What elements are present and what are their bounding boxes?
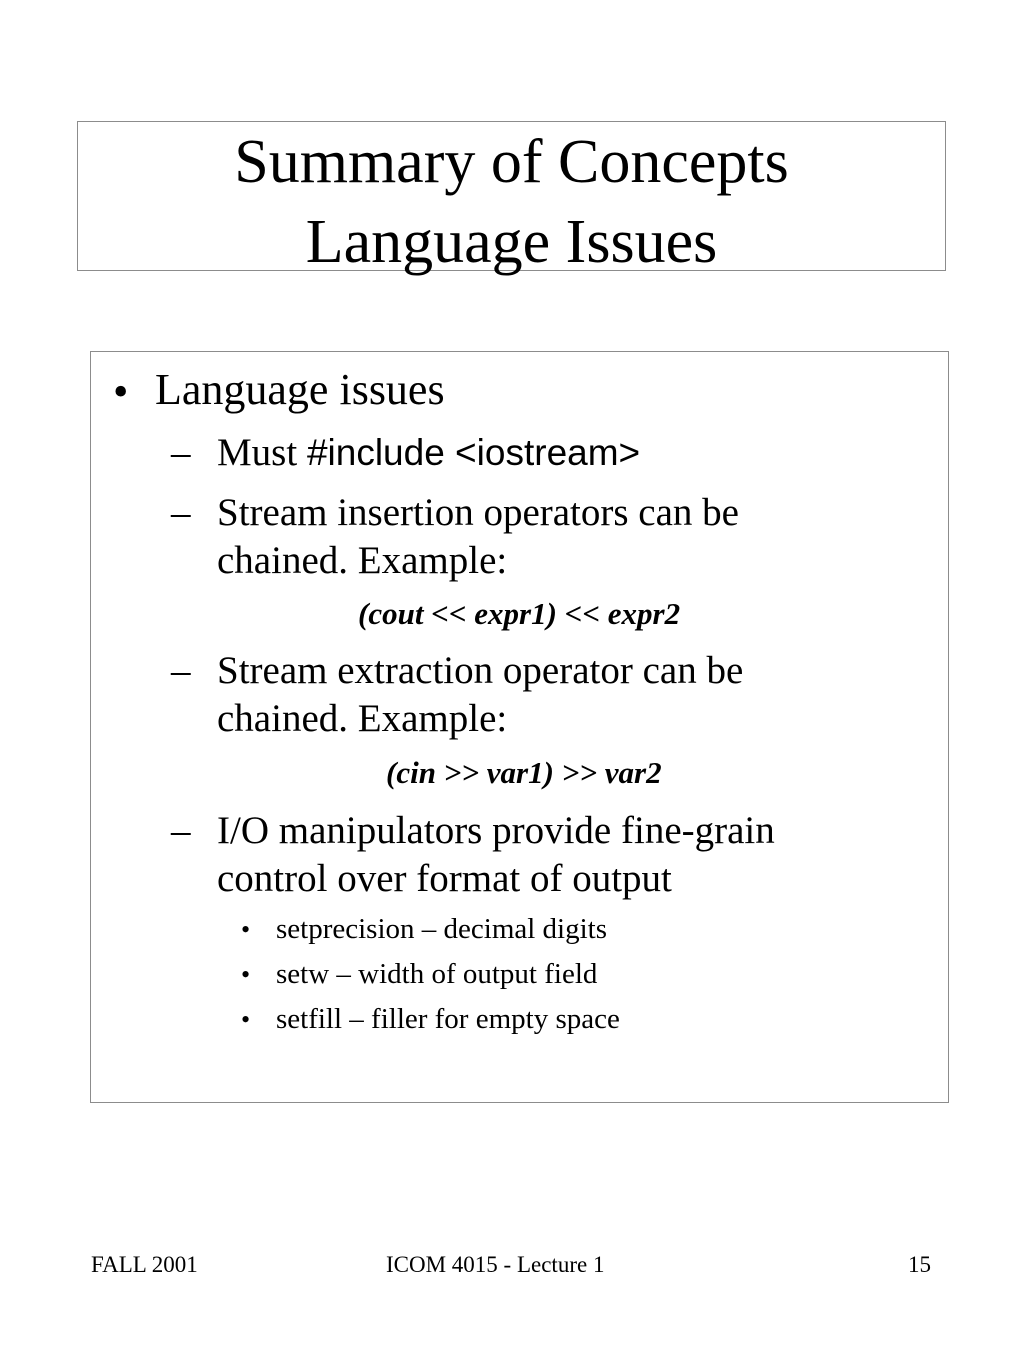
dash-glyph: – (171, 491, 191, 534)
sub-item-insertion-line1: Stream insertion operators can be (217, 491, 739, 534)
footer-center: ICOM 4015 - Lecture 1 (386, 1252, 605, 1277)
sub-item-manipulators-line2: control over format of output (217, 857, 672, 900)
bullet-glyph: • (241, 960, 251, 989)
bullet-glyph: • (113, 367, 129, 416)
sub-item-extraction-line1: Stream extraction operator can be (217, 649, 744, 692)
extraction-example: (cin >> var1) >> var2 (386, 755, 662, 790)
include-prefix: Must (217, 431, 307, 474)
bullet-glyph: • (241, 1005, 251, 1034)
dash-glyph: – (171, 431, 191, 474)
dash-glyph: – (171, 809, 191, 852)
sub-item-extraction-line2: chained. Example: (217, 697, 508, 740)
dash-glyph: – (171, 649, 191, 692)
bullet-glyph: • (241, 915, 251, 944)
bullet-language-issues: Language issues (155, 365, 445, 414)
insertion-example: (cout << expr1) << expr2 (358, 596, 681, 631)
slide-content (90, 351, 949, 1103)
manipulator-setprecision: setprecision – decimal digits (276, 913, 608, 945)
title-line-2: Language Issues (305, 208, 718, 276)
footer-left: FALL 2001 (91, 1252, 198, 1277)
footer-page-number: 15 (908, 1252, 931, 1277)
slide-title (77, 121, 946, 276)
sub-item-manipulators-line1: I/O manipulators provide fine-grain (217, 809, 775, 852)
sub-item-insertion-line2: chained. Example: (217, 539, 508, 582)
manipulator-setw: setw – width of output field (276, 958, 598, 990)
sub-item-include (217, 430, 640, 476)
manipulator-setfill: setfill – filler for empty space (276, 1003, 620, 1035)
title-line-1: Summary of Concepts (234, 128, 789, 196)
include-code: #include <iostream> (306, 432, 641, 473)
